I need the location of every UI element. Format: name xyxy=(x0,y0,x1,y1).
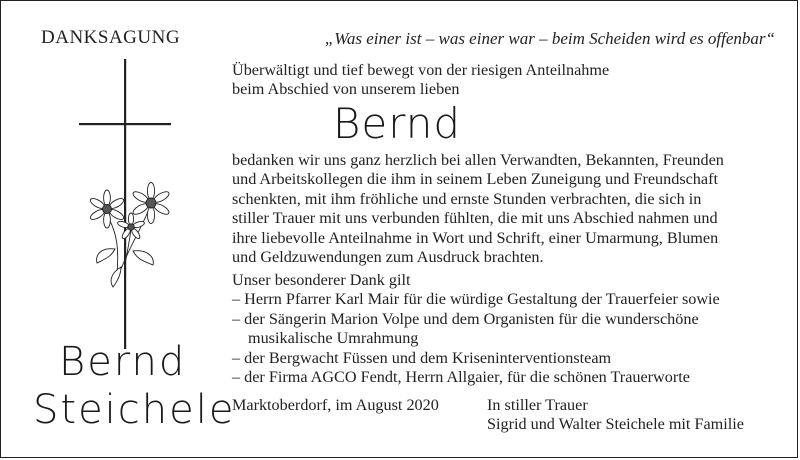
thanks-list xyxy=(232,271,720,387)
place-date: Marktoberdorf, im August 2020 xyxy=(232,396,439,414)
thanks-item: – der Bergwacht Füssen und dem Kriseninterventionsteam xyxy=(232,348,612,367)
thanks-intro: Unser besonderer Dank gilt xyxy=(232,271,411,289)
body-line: bedanken wir uns ganz herzlich bei allen Verwandten, Bekannten, Freunden xyxy=(232,151,724,169)
deceased-name-center: Bernd xyxy=(332,99,462,148)
body-line: schenkten, mit ihm fröhliche und ernste Stunden verbrachten, die sich in xyxy=(232,189,702,208)
deceased-last-name: Steichele xyxy=(33,387,236,433)
cross-icon xyxy=(71,59,181,349)
body-line: und Arbeitskollegen die ihm in seinem Leben Zuneigung und Freundschaft xyxy=(232,170,718,189)
deceased-first-name: Bernd xyxy=(59,339,187,385)
thanks-item: – Herrn Pfarrer Karl Mair für die würdige Gestaltung der Trauerfeier sowie xyxy=(232,290,720,309)
body-line: stiller Trauer mit uns verbunden fühlten, die mit uns Abschied nahmen und xyxy=(232,209,718,228)
intro-line: beim Abschied von unserem lieben xyxy=(232,80,460,99)
body-line: ihre liebevolle Anteilnahme in Wort und Schrift, einer Umarmung, Blumen xyxy=(232,228,719,247)
thanks-item: – der Firma AGCO Fendt, Herrn Allgaier, für die schönen Trauerworte xyxy=(232,368,690,387)
body-paragraph xyxy=(232,151,724,267)
quote: „Was einer ist – was einer war – beim Scheiden wird es offenbar“ xyxy=(324,29,775,48)
signature-block xyxy=(487,396,744,435)
family-line: Sigrid und Walter Steichele mit Familie xyxy=(487,415,744,434)
edelweiss-icon xyxy=(89,183,171,288)
page-title: DANKSAGUNG xyxy=(41,27,181,48)
intro-line: Überwältigt und tief bewegt von der riesigen Anteilnahme xyxy=(232,61,610,79)
mourning-line: In stiller Trauer xyxy=(487,396,588,414)
thanks-item-continuation: musikalische Umrahmung xyxy=(248,329,419,348)
body-line: und Geldzuwendungen zum Ausdruck brachten. xyxy=(232,248,544,267)
thanks-item: – der Sängerin Marion Volpe und dem Organisten für die wunderschöne xyxy=(232,309,699,328)
intro-paragraph xyxy=(232,61,609,100)
